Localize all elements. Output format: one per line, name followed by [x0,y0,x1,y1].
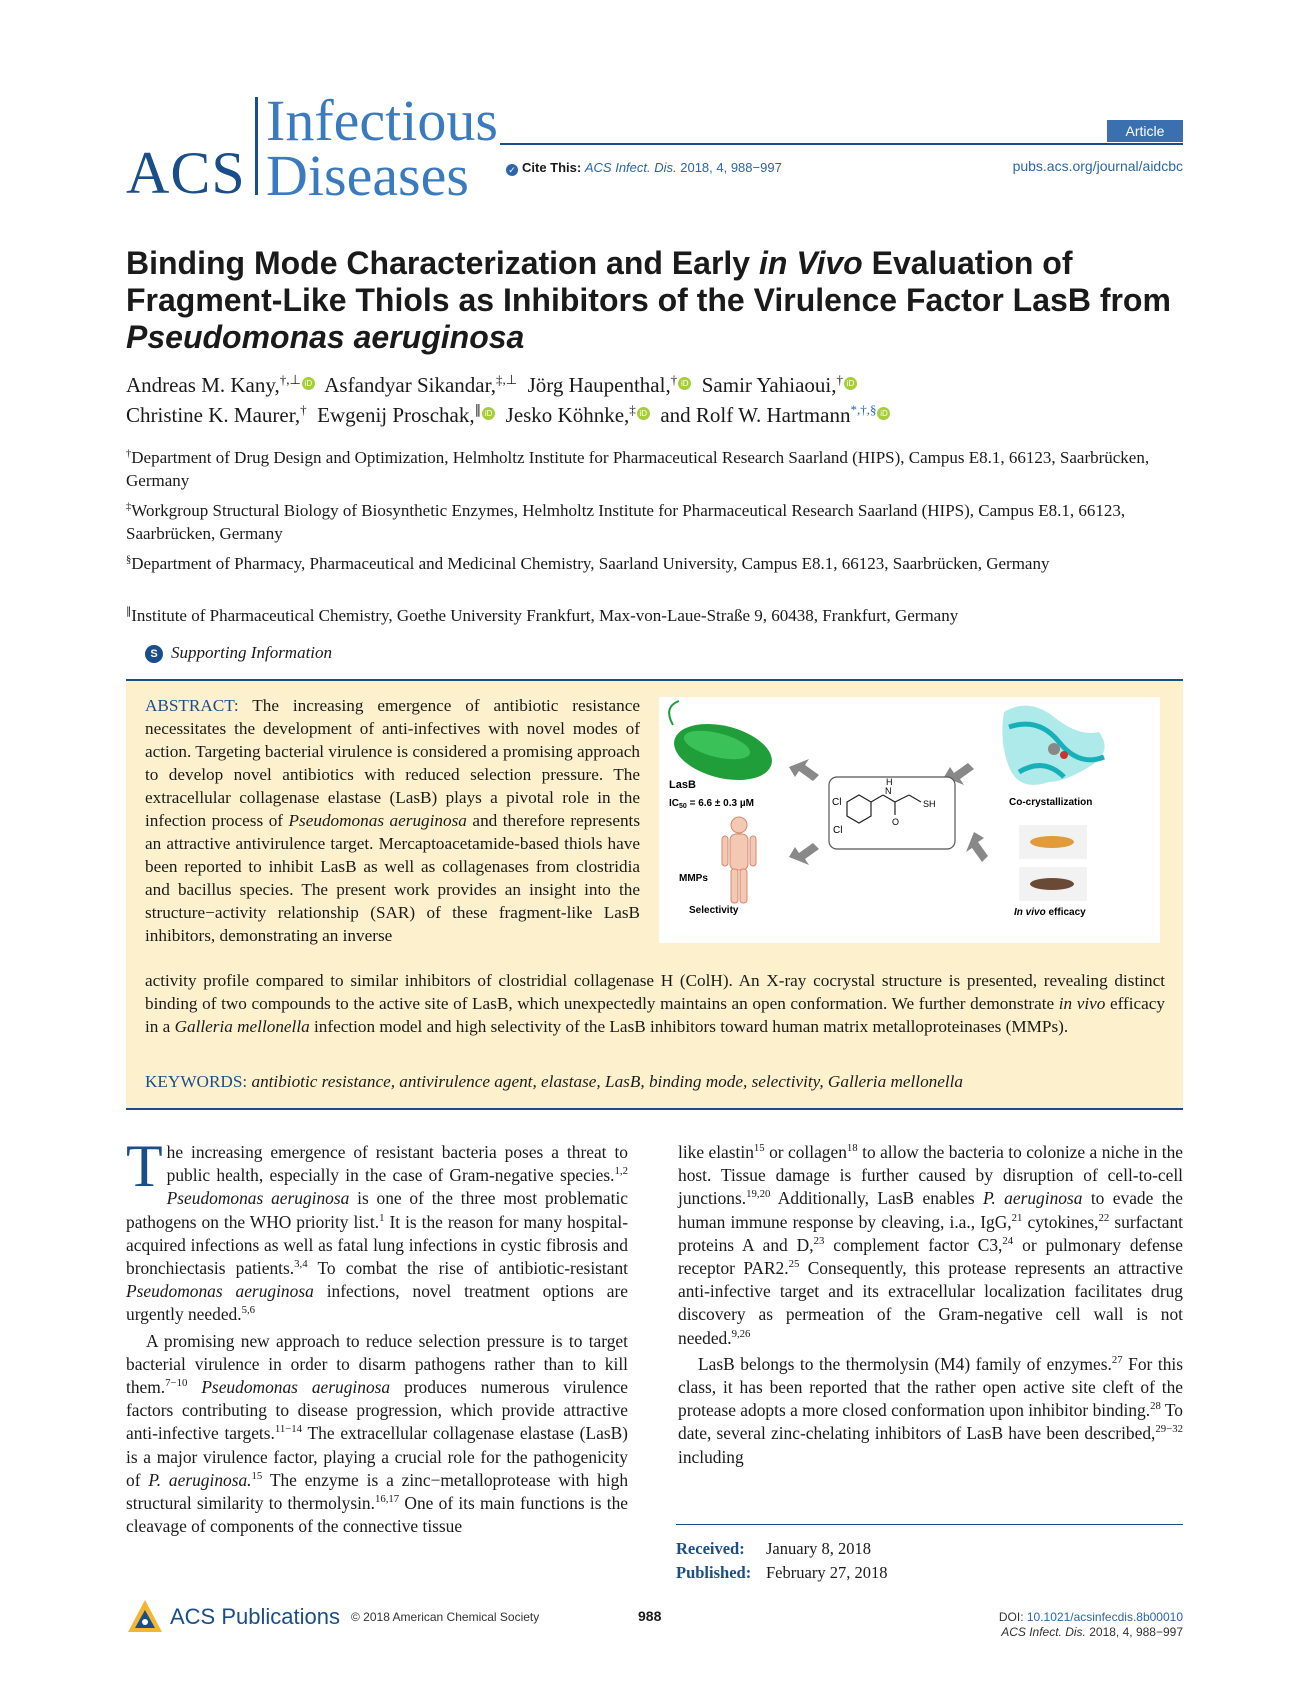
body-text: To combat the rise of antibiotic-resistant [307,1258,629,1279]
abstract-italic: Galleria mellonella [174,1017,310,1036]
citation-ref[interactable]: 29−32 [1155,1423,1183,1436]
orcid-icon[interactable]: iD [877,407,890,420]
abstract-text [145,694,640,947]
article-type-badge: Article [1107,120,1183,142]
author-affil: † [836,372,844,387]
body-text: infections, novel treatment options are urgently needed. [126,1281,628,1325]
citation-ref-footer: 2018, 4, 988−997 [1085,1625,1183,1639]
body-text: he increasing emergence of resistant bacteria poses a threat to public health, especially in the case of Gram-negative species. [166,1142,628,1186]
keywords-list: antibiotic resistance, antivirulence agent, elastase, LasB, binding mode, selectivity, Galleria mellonella [251,1072,964,1091]
author-name[interactable]: Asfandyar Sikandar, [324,373,497,397]
history-rule [676,1524,1183,1525]
author-affil: ‡ [629,402,636,417]
journal-logo-line1: Infectious [266,88,498,153]
arrow-up-left-icon [789,759,819,781]
affiliation [126,604,1186,627]
body-text: A promising new approach to reduce selection pressure is to target bacterial virulence in order to disarm pathogens rather than to kill them. [126,1330,628,1398]
citation-ref[interactable]: 7−10 [165,1377,188,1390]
affil-text: Workgroup Structural Biology of Biosynthetic Enzymes, Helmholtz Institute for Pharmaceutical Research Saarland (HIPS), Campus E8.1, 66123, Saarbrücken, Germany [126,501,1126,543]
author-affil: ‡,⊥ [496,372,518,387]
acs-publications-link[interactable]: ACS Publications [170,1604,340,1629]
received-label: Received: [676,1539,745,1558]
received-date [676,1539,871,1559]
body-text: It is the reason for many hospital-acquired infections as well as fatal lung infections in cystic fibrosis and bronchiectasis patients. [126,1211,628,1279]
copyright: © 2018 American Chemical Society [351,1610,540,1624]
citation-ref[interactable]: 28 [1150,1400,1161,1413]
journal-url-link[interactable]: pubs.acs.org/journal/aidcbc [1012,158,1183,174]
affiliation [126,446,1186,492]
published-date [676,1563,887,1583]
body-text: produces numerous virulence factors contributing to disease progression, which provide attractive anti-infective targets. [126,1377,629,1444]
body-text: surfactant proteins A and D, [678,1211,1183,1255]
body-paragraph [126,1330,628,1539]
author-name[interactable]: Ewgenij Proschak, [317,403,475,427]
doi-link[interactable]: 10.1021/acsinfecdis.8b00010 [1026,1610,1183,1624]
page-number: 988 [638,1608,662,1624]
journal-logo-divider [255,97,258,195]
body-text: The enzyme is a zinc−metalloprotease with high structural similarity to thermolysin. [126,1469,629,1514]
larva-infected-illustration [1019,867,1087,901]
doi-label: DOI: [998,1610,1027,1624]
citation-ref[interactable]: 16,17 [374,1493,400,1506]
orcid-icon[interactable]: iD [482,407,495,420]
citation-ref[interactable]: 21 [1011,1211,1023,1224]
body-text: to allow the bacteria to colonize a niche in the host. Tissue damage is further caused by disruption of cell-to-cell junctions. [678,1142,1183,1209]
body-text: or collagen [764,1142,847,1162]
author-name[interactable]: Samir Yahiaoui, [701,373,837,397]
molecule-cl1: Cl [832,797,842,808]
body-text: For this class, it has been reported that the rather open active site cleft of the protease adopts a more closed conformation upon inhibitor binding. [678,1353,1183,1421]
published-value: February 27, 2018 [766,1563,888,1582]
arrow-down-left-icon [789,843,819,865]
body-column-left [126,1133,629,1538]
abstract-italic: Pseudomonas aeruginosa [288,811,467,830]
body-text: Additionally, LasB enables [770,1188,984,1209]
author-name[interactable]: Jörg Haupenthal, [527,373,671,397]
body-text: is one of the three most problematic pathogens on the WHO priority list. [126,1188,628,1232]
bacterium-illustration [668,701,778,789]
citation-ref[interactable]: 24 [1002,1235,1014,1248]
cite-ref[interactable]: 2018, 4, 988−997 [680,160,782,175]
body-text: To date, several zinc-chelating inhibitors of LasB have been described, [678,1400,1184,1444]
body-text: The extracellular collagenase elastase (LasB) is a major virulence factor, playing a crucial role for the pathogenicity of [126,1423,628,1490]
affiliation [126,552,1186,575]
citation-ref[interactable]: 19,20 [746,1188,771,1201]
cite-this[interactable] [506,160,782,176]
title-italic: Pseudomonas aeruginosa [126,319,525,355]
citation-journal: ACS Infect. Dis. [1001,1625,1086,1639]
supporting-information-link[interactable] [145,643,332,663]
efficacy-text: efficacy [1045,907,1086,918]
supporting-info-label[interactable]: Supporting Information [171,643,333,662]
body-text: or pulmonary defense receptor PAR2. [678,1234,1183,1279]
abstract-text-part: infection model and high selectivity of the LasB inhibitors toward human matrix metalloproteinases (MMPs). [309,1017,1069,1036]
invivo-italic: In vivo [1014,907,1046,918]
body-italic: Pseudomonas aeruginosa [126,1281,314,1302]
molecule-o: O [892,817,900,827]
author-name[interactable]: Andreas M. Kany, [126,373,280,397]
body-text: cytokines, [1022,1211,1099,1232]
citation-ref[interactable]: 18 [846,1142,858,1155]
author-affil: † [670,372,678,387]
title-text: Evaluation of Fragment-Like Thiols as Inhibitors of the Virulence Factor LasB from [126,245,1171,318]
orcid-icon[interactable]: iD [302,377,315,390]
toc-graphic[interactable] [659,697,1160,943]
acs-publications-logo-icon[interactable] [126,1598,164,1636]
body-paragraph [126,1133,629,1327]
toc-graphic-svg [659,697,1160,943]
abstract-text-part: and therefore represents an attractive antivirulence target. Mercaptoacetamide-based thiols have been reported to inhibit LasB as well as collagenases from clostridia and bacillus species. The present work provides an insight into the structure−activity relationship (SAR) of these fragment-like LasB inhibitors, demonstrating an inverse [145,811,641,945]
abstract-text-continued [145,969,1165,1038]
drop-cap: T [126,1133,163,1199]
citation-ref[interactable]: 23 [813,1235,825,1248]
citation-ref[interactable]: 27 [1111,1354,1123,1367]
title-italic: in Vivo [758,245,863,281]
body-text: complement factor C3, [824,1234,1003,1255]
journal-logo-line2: Diseases [266,143,469,208]
supporting-info-icon: S [145,645,163,663]
citation-ref[interactable]: 22 [1098,1211,1110,1224]
published-label: Published: [676,1563,752,1582]
citation-ref[interactable]: 1 [379,1211,385,1224]
citation-ref[interactable]: 15 [251,1470,263,1483]
check-icon: ✓ [506,164,518,176]
toc-lasb-label: LasB [669,779,696,791]
author-list [126,370,1186,430]
author-name[interactable]: Jesko Köhnke, [505,403,630,427]
article-title [126,245,1186,356]
toc-ic50-label [669,798,754,810]
body-column-right [678,1141,1183,1469]
body-paragraph [678,1353,1183,1469]
ic50-subscript: 50 [679,803,687,810]
citation-ref[interactable]: 1,2 [614,1165,628,1178]
cite-label: Cite This: [522,160,582,175]
ic50-value: = 6.6 ± 0.3 µM [686,798,754,809]
arrow-down-right-icon [966,832,988,862]
affiliation [126,499,1186,545]
affil-text: Department of Drug Design and Optimization, Helmholtz Institute for Pharmaceutical Research Saarland (HIPS), Campus E8.1, 66123, Saarbrücken, Germany [126,448,1150,490]
header-rule [500,143,1183,145]
abstract-label: ABSTRACT: [145,696,239,715]
molecule-cl2: Cl [833,825,843,836]
body-paragraph [678,1141,1183,1350]
keywords [145,1072,1165,1092]
protein-structure-illustration [1002,706,1104,785]
affil-text: Department of Pharmacy, Pharmaceutical and Medicinal Chemistry, Saarland University, Campus E8.1, 66123, Saarbrücken, Germany [131,554,1050,573]
toc-selectivity-label: Selectivity [689,905,739,916]
citation-ref[interactable]: 3,4 [294,1258,308,1271]
body-text: One of its main functions is the cleavage of components of the connective tissue [126,1493,628,1537]
ic50-prefix: IC [669,798,679,809]
body-text: Consequently, this protease represents an attractive anti-infective target and its extracellular localization facilitates drug discovery as permeation of the Gram-negative cell wall is not needed. [678,1258,1183,1348]
author-name[interactable]: and Rolf W. Hartmann [660,403,851,427]
molecule-h: H [886,777,893,787]
body-text: to evade the human immune response by cleaving, i.a., IgG, [678,1188,1183,1232]
molecule-box [829,777,955,849]
abstract-text-part: The increasing emergence of antibiotic resistance necessitates the development of anti-infectives with novel modes of action. Targeting bacterial virulence is considered a promising approach to develop novel antibiotics with reduced selection pressure. The extracellular collagenase elastase (LasB) plays a pivotal role in the infection process of [145,696,640,830]
orcid-icon[interactable]: iD [844,377,857,390]
citation-ref[interactable]: 15 [753,1142,765,1155]
citation-ref[interactable]: 9,26 [731,1327,751,1340]
body-italic: Pseudomonas aeruginosa [166,1188,350,1209]
doi-line[interactable] [999,1610,1183,1625]
author-affil: †,⊥ [279,372,301,387]
received-value: January 8, 2018 [766,1539,871,1558]
affil-text: Institute of Pharmaceutical Chemistry, Goethe University Frankfurt, Max-von-Laue-Straße 9, 60438, Frankfurt, Germany [131,606,959,625]
title-text: Binding Mode Characterization and Early [126,245,759,281]
body-italic: Pseudomonas aeruginosa [201,1377,391,1398]
body-italic: P. aeruginosa [983,1188,1083,1209]
orcid-icon[interactable]: iD [637,407,650,420]
affil-mark: † [126,448,132,460]
doi-block [999,1610,1183,1640]
citation-line [999,1625,1183,1640]
affil-mark: ∥ [126,606,132,618]
affil-mark: ‡ [126,501,132,513]
author-affil: † [300,402,307,417]
orcid-icon[interactable]: iD [678,377,691,390]
abstract-italic: in vivo [1058,994,1106,1013]
body-text: like elastin [678,1142,754,1162]
author-affil: *,†,§ [850,402,877,417]
author-affil: ∥ [474,402,482,417]
body-text: LasB belongs to the thermolysin (M4) family of enzymes. [698,1353,1112,1374]
affil-mark: § [126,554,132,566]
citation-ref[interactable]: 11−14 [274,1423,303,1436]
larva-healthy-illustration [1019,825,1087,859]
body-italic: P. aeruginosa. [148,1469,252,1490]
keywords-label: KEYWORDS: [145,1072,248,1091]
author-name[interactable]: Christine K. Maurer, [126,403,301,427]
toc-invivo-label [1014,907,1086,918]
citation-ref[interactable]: 5,6 [241,1304,256,1317]
toc-cocrystal-label: Co-crystallization [1009,797,1093,808]
abstract-text-part: efficacy in a [145,994,1165,1036]
cite-journal[interactable]: ACS Infect. Dis. [584,160,677,175]
abstract-text-part: activity profile compared to similar inhibitors of clostridial collagenase H (ColH). An X-ray cocrystal structure is presented, revealing distinct binding of two compounds to the active site of LasB, which unexpectedly maintains an open conformation. We further demonstrate [145,971,1165,1013]
molecule-sh: SH [923,799,936,809]
citation-ref[interactable]: 25 [788,1258,800,1271]
human-figure-illustration [722,817,756,903]
journal-logo-acs: ACS [126,140,246,206]
body-text [187,1377,201,1397]
molecule-n: N [885,786,892,796]
body-text: including [678,1446,744,1467]
toc-mmps-label: MMPs [679,873,708,884]
